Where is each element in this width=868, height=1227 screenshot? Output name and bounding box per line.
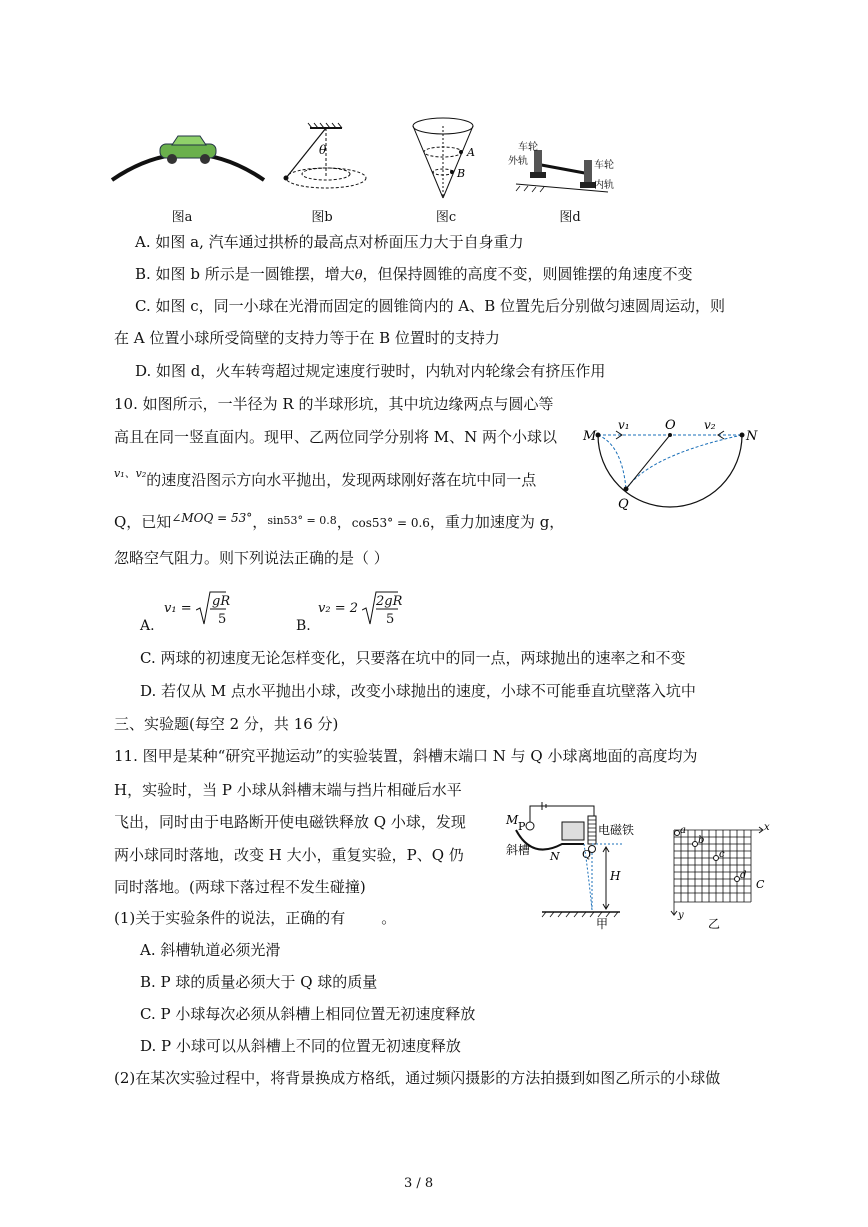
q11-figure-jia xyxy=(502,800,642,930)
q10-option-b-den: 5 xyxy=(386,612,395,627)
figure-d xyxy=(508,134,628,194)
label-yi-y: y xyxy=(678,910,684,921)
q11-option-c: C. P 小球每次必须从斜槽上相同位置无初速度释放 xyxy=(140,1005,476,1023)
q10-line4: Q，已知$^{\angle MOQ = 53^\circ}$，$^{sin53^\circ = 0.8}$，cos53° = 0.6，重力加速度为 g， xyxy=(114,511,565,531)
label-yi-b: b xyxy=(698,835,705,846)
q11-line3: 飞出，同时由于电路断开使电磁铁释放 Q 小球，发现 xyxy=(114,813,466,831)
q11-option-a: A. 斜槽轨道必须光滑 xyxy=(140,941,281,959)
caption-figure-c: 图c xyxy=(435,210,457,225)
label-jia-M: M xyxy=(506,813,519,827)
q10-option-a-lhs: v₁ = xyxy=(164,601,192,616)
q9-theta: θ xyxy=(354,268,363,283)
label-A: A xyxy=(467,146,475,159)
figure-a xyxy=(108,128,268,188)
label-O: O xyxy=(665,418,676,433)
q10-line1: 10. 如图所示，一半径为 R 的半球形坑，其中坑边缘两点与圆心等 xyxy=(114,395,554,413)
label-yi-c: c xyxy=(719,849,725,860)
q11-sub1-end: 。 xyxy=(381,909,397,927)
q10-v-symbols: v₁、v₂ xyxy=(114,467,147,480)
q9-option-a: A. 如图 a, 汽车通过拱桥的最高点对桥面压力大于自身重力 xyxy=(135,233,524,251)
caption-figure-b: 图b xyxy=(311,210,333,225)
q10-angle: ∠MOQ = 53° xyxy=(171,511,253,525)
caption-yi: 乙 xyxy=(708,917,721,931)
q11-option-b: B. P 球的质量必须大于 Q 球的质量 xyxy=(140,973,378,991)
q9-option-d: D. 如图 d，火车转弯超过规定速度行驶时，内轨对内轮缘会有挤压作用 xyxy=(135,362,606,380)
q10-line2: 高且在同一竖直面内。现甲、乙两位同学分别将 M、N 两个小球以 xyxy=(114,428,558,446)
label-wheel-right: 车轮 xyxy=(594,160,614,171)
label-v1: v₁ xyxy=(618,418,630,432)
q11-line2: H，实验时，当 P 小球从斜槽末端与挡片相碰后水平 xyxy=(114,781,462,799)
figure-b xyxy=(272,122,382,194)
q10-option-b-num: 2gR xyxy=(376,594,403,609)
label-v2: v₂ xyxy=(704,418,716,432)
q9-option-b-post: ，但保持圆锥的高度不变，则圆锥摆的角速度不变 xyxy=(362,265,693,283)
q11-line1: 11. 图甲是某种“研究平抛运动”的实验装置，斜槽末端口 N 与 Q 小球离地面的高度均为 xyxy=(114,747,698,765)
caption-jia: 甲 xyxy=(596,917,609,930)
q11-sub1-text: (1)关于实验条件的说法，正确的有 xyxy=(114,909,346,927)
q11-sub1 xyxy=(114,908,396,928)
caption-figure-d: 图d xyxy=(559,210,581,225)
q10-option-a-num: gR xyxy=(212,594,231,609)
q10-option-a-den: 5 xyxy=(218,612,227,627)
q11-figure-yi xyxy=(664,822,774,932)
q10-option-a-label: A. xyxy=(140,618,155,634)
q10-line3 xyxy=(114,467,537,492)
q10-option-b-label: B. xyxy=(296,618,311,634)
q9-option-b xyxy=(135,264,693,286)
q10-cos: cos53° = 0.6 xyxy=(351,516,430,530)
page-number: 3 / 8 xyxy=(404,1176,434,1191)
q11-line4: 两小球同时落地，改变 H 大小，重复实验，P、Q 仍 xyxy=(114,846,464,864)
q11-option-d: D. P 小球可以从斜槽上不同的位置无初速度释放 xyxy=(140,1037,461,1055)
label-yi-a: a xyxy=(680,825,686,836)
label-magnet: 电磁铁 xyxy=(598,823,635,837)
label-wheel-left: 车轮 xyxy=(518,142,538,153)
label-chute: 斜槽 xyxy=(506,843,531,857)
q10-option-d: D. 若仅从 M 点水平抛出小球，改变小球抛出的速度，小球不可能垂直坑壁落入坑中 xyxy=(140,682,696,700)
label-jia-P: P xyxy=(518,820,526,833)
label-Q: Q xyxy=(618,497,629,512)
label-B: B xyxy=(457,167,466,180)
q10-option-b-lhs: v₂ = 2 xyxy=(318,601,358,616)
label-N: N xyxy=(746,429,758,444)
caption-figure-a: 图a xyxy=(171,210,193,225)
label-yi-x: x xyxy=(764,822,770,833)
label-H: H xyxy=(610,869,621,883)
label-yi-C: C xyxy=(756,878,765,891)
q10-given: Q，已知 xyxy=(114,513,172,531)
q10-hemisphere-figure xyxy=(580,415,760,515)
figure-c xyxy=(405,114,485,200)
label-M: M xyxy=(583,429,597,444)
theta-label: θ xyxy=(319,143,327,157)
q10-option-c: C. 两球的初速度无论怎样变化，只要落在坑中的同一点，两球抛出的速率之和不变 xyxy=(140,649,686,667)
label-outer-rail: 外轨 xyxy=(508,156,528,167)
q10-sin: sin53° = 0.8 xyxy=(267,514,337,527)
q10-gravity: ，重力加速度为 g， xyxy=(429,513,565,531)
q9-option-c-line1: C. 如图 c，同一小球在光滑而固定的圆锥筒内的 A、B 位置先后分别做匀速圆周运动，则 xyxy=(135,297,726,315)
q9-option-c-line2: 在 A 位置小球所受筒壁的支持力等于在 B 位置时的支持力 xyxy=(114,329,500,347)
q11-sub2: (2)在某次实验过程中，将背景换成方格纸，通过频闪摄影的方法拍摄到如图乙所示的小球做 xyxy=(114,1069,721,1087)
q9-option-b-pre: B. 如图 b 所示是一圆锥摆，增大 xyxy=(135,265,355,283)
q10-line3-text: 的速度沿图示方向水平抛出，发现两球刚好落在坑中同一点 xyxy=(146,471,537,489)
q11-line5: 同时落地。(两球下落过程不发生碰撞) xyxy=(114,878,366,896)
label-yi-d: d xyxy=(740,870,747,881)
label-inner-rail: 内轨 xyxy=(594,180,614,191)
label-jia-Q: Q xyxy=(582,848,592,861)
label-jia-N: N xyxy=(550,850,560,863)
section-3-heading: 三、实验题(每空 2 分，共 16 分) xyxy=(114,715,339,733)
q10-line5: 忽略空气阻力。则下列说法正确的是（ ） xyxy=(114,549,389,567)
